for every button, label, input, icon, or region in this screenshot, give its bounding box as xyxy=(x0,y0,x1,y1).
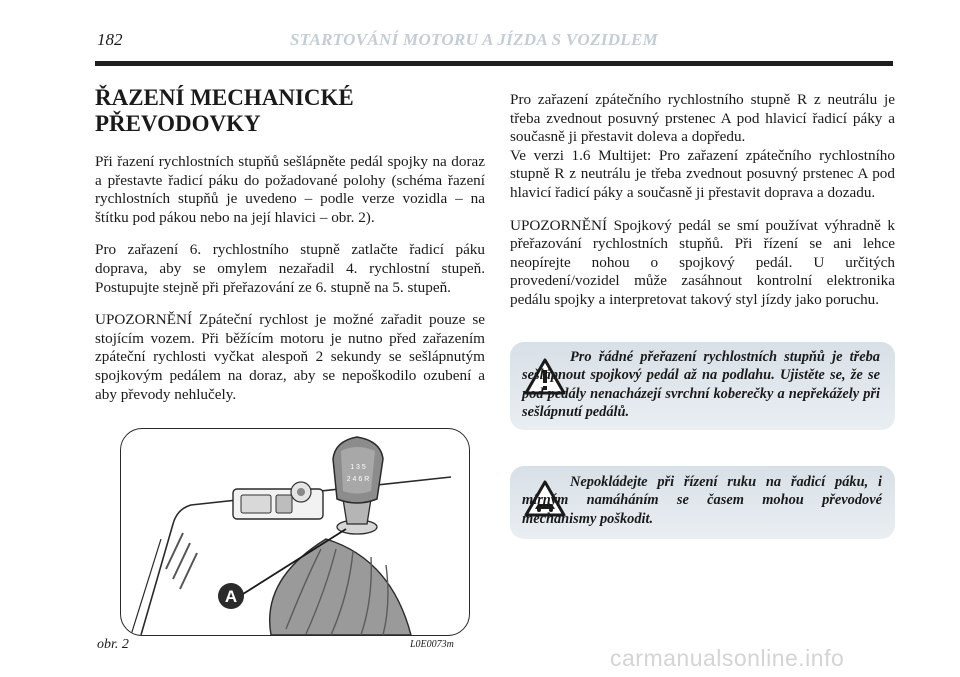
header-rule xyxy=(95,61,893,66)
right-paragraph-1: Pro zařazení zpátečního rychlostního stupně R z neutrálu je třeba zvednout posuvný prstenec A pod hlavicí řadicí páky a současně ji přestavit doleva a dopředu. xyxy=(510,91,895,146)
page-number: 182 xyxy=(97,30,123,49)
figure-code: L0E0073m xyxy=(410,639,454,650)
left-paragraph-1: Při řazení rychlostních stupňů sešlápněte pedál spojky na doraz a přestavte řadicí páku do požadované polohy (schéma řazení rychlostních stupňů je uvedeno – podle verze vozidla – na štítku pod pákou nebo na její hlavici – obr. 2). xyxy=(95,153,485,226)
section-title-line2: PŘEVODOVKY xyxy=(95,111,261,136)
figure-caption: obr. 2 xyxy=(97,637,129,652)
warning-text-2: Nepokládejte při řízení ruku na řadicí páku, i mírným namáháním se časem mohou převodové mechanismy poškodit. xyxy=(522,474,882,527)
running-title: STARTOVÁNÍ MOTORU A JÍZDA S VOZIDLEM xyxy=(290,30,659,49)
figure-frame xyxy=(120,428,470,636)
knob-pattern-bottom: 2 4 6 R xyxy=(346,476,370,483)
callout-a-label: A xyxy=(224,587,238,606)
left-paragraph-3: UPOZORNĚNÍ Zpáteční rychlost je možné zařadit pouze se stojícím vozem. Při běžícím motoru je nutno před zařazením zpáteční rychlosti vyčkat alespoň 2 sekundy se sešlápnutým spojkovým pedálem na doraz, aby se nepoškodilo ozubení a aby převody nehlučely. xyxy=(95,311,485,403)
left-paragraph-2: Pro zařazení 6. rychlostního stupně zatlačte řadicí páku doprava, aby se omylem nezařadil 4. rychlostní stupeň. Postupujte stejně při přeřazování ze 6. stupně na 5. stupeň. xyxy=(95,241,485,296)
gear-lever-illustration xyxy=(121,429,469,635)
section-title-line1: ŘAZENÍ MECHANICKÉ xyxy=(95,85,354,110)
warning-text-1: Pro řádné přeřazení rychlostních stupňů je třeba sešlápnout spojkový pedál až na podlahu. Ujistěte se, že se pod pedály nenacházejí svrchní koberečky a nepřekážely při sešlápnutí pedálů. xyxy=(522,349,880,420)
right-paragraph-2: Ve verzi 1.6 Multijet: Pro zařazení zpátečního rychlostního stupně R z neutrálu je třeba zvednout posuvný prstenec A pod hlavicí řadicí páky a současně ji přestavit doprava a dozadu. xyxy=(510,146,895,201)
warning-box-1 xyxy=(510,342,895,430)
right-paragraph-3: UPOZORNĚNÍ Spojkový pedál se smí používat výhradně k přeřazování rychlostních stupňů. Při řízení se ani lehce neopírejte nohou o spojkový pedál. U určitých provedení/vozidel může zasáhnout kontrolní elektronika pedálu spojky a interpretovat takový styl jízdy jako poruchu. xyxy=(510,216,895,308)
warning-box-2 xyxy=(510,466,895,539)
left-column xyxy=(95,153,485,418)
section-title xyxy=(95,85,485,137)
watermark: carmanualsonline.info xyxy=(610,645,845,671)
knob-pattern-top: 1 3 5 xyxy=(350,464,366,471)
right-column xyxy=(510,91,895,324)
